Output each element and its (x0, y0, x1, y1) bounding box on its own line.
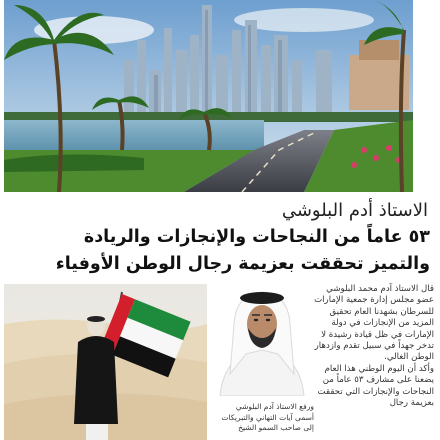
article-body (314, 284, 434, 409)
article-author: الاستاذ أدم البلوشي (281, 200, 428, 221)
hero-photo (4, 0, 413, 192)
body-paragraph: قال الاستاذ آدم محمد البلوشي عضو مجلس إدارة جمعية الإمارات للسرطان بشهدنا العام تحقيق المزيد من الإنجازات في دولة الإمارات في ظل قيادة رشيدة لا تدخر جهداً في سبيل تقدم وازدهار الوطن الغالي. (314, 284, 434, 363)
portrait-image (214, 284, 310, 396)
headline-line-2: والتميز تحققت بعزيمة رجال الوطن الأوفياء (55, 254, 430, 274)
body-paragraph: وأكد أن اليوم الوطني هذا العام يضعنا على مشارف ٥٣ عاماً من النجاحات والإنجازات التي تحققت بعزيمة رجال (317, 363, 434, 409)
article-headline (5, 224, 430, 278)
caption-line: أسمى آيات التهاني والتبريكات (221, 412, 314, 422)
caption-line: ورفع الاستاذ آدم البلوشي (235, 402, 314, 411)
desert-flag-photo (4, 284, 207, 440)
headline-line-1: ٥٣ عاماً من النجاحات والإنجازات والريادة (83, 227, 430, 247)
portrait-photo (214, 284, 310, 396)
caption-line: إلى صاحب السمو الشيخ (238, 423, 314, 432)
portrait-caption (210, 402, 314, 434)
dubai-skyline-image (4, 0, 413, 192)
desert-flag-image (4, 284, 207, 440)
